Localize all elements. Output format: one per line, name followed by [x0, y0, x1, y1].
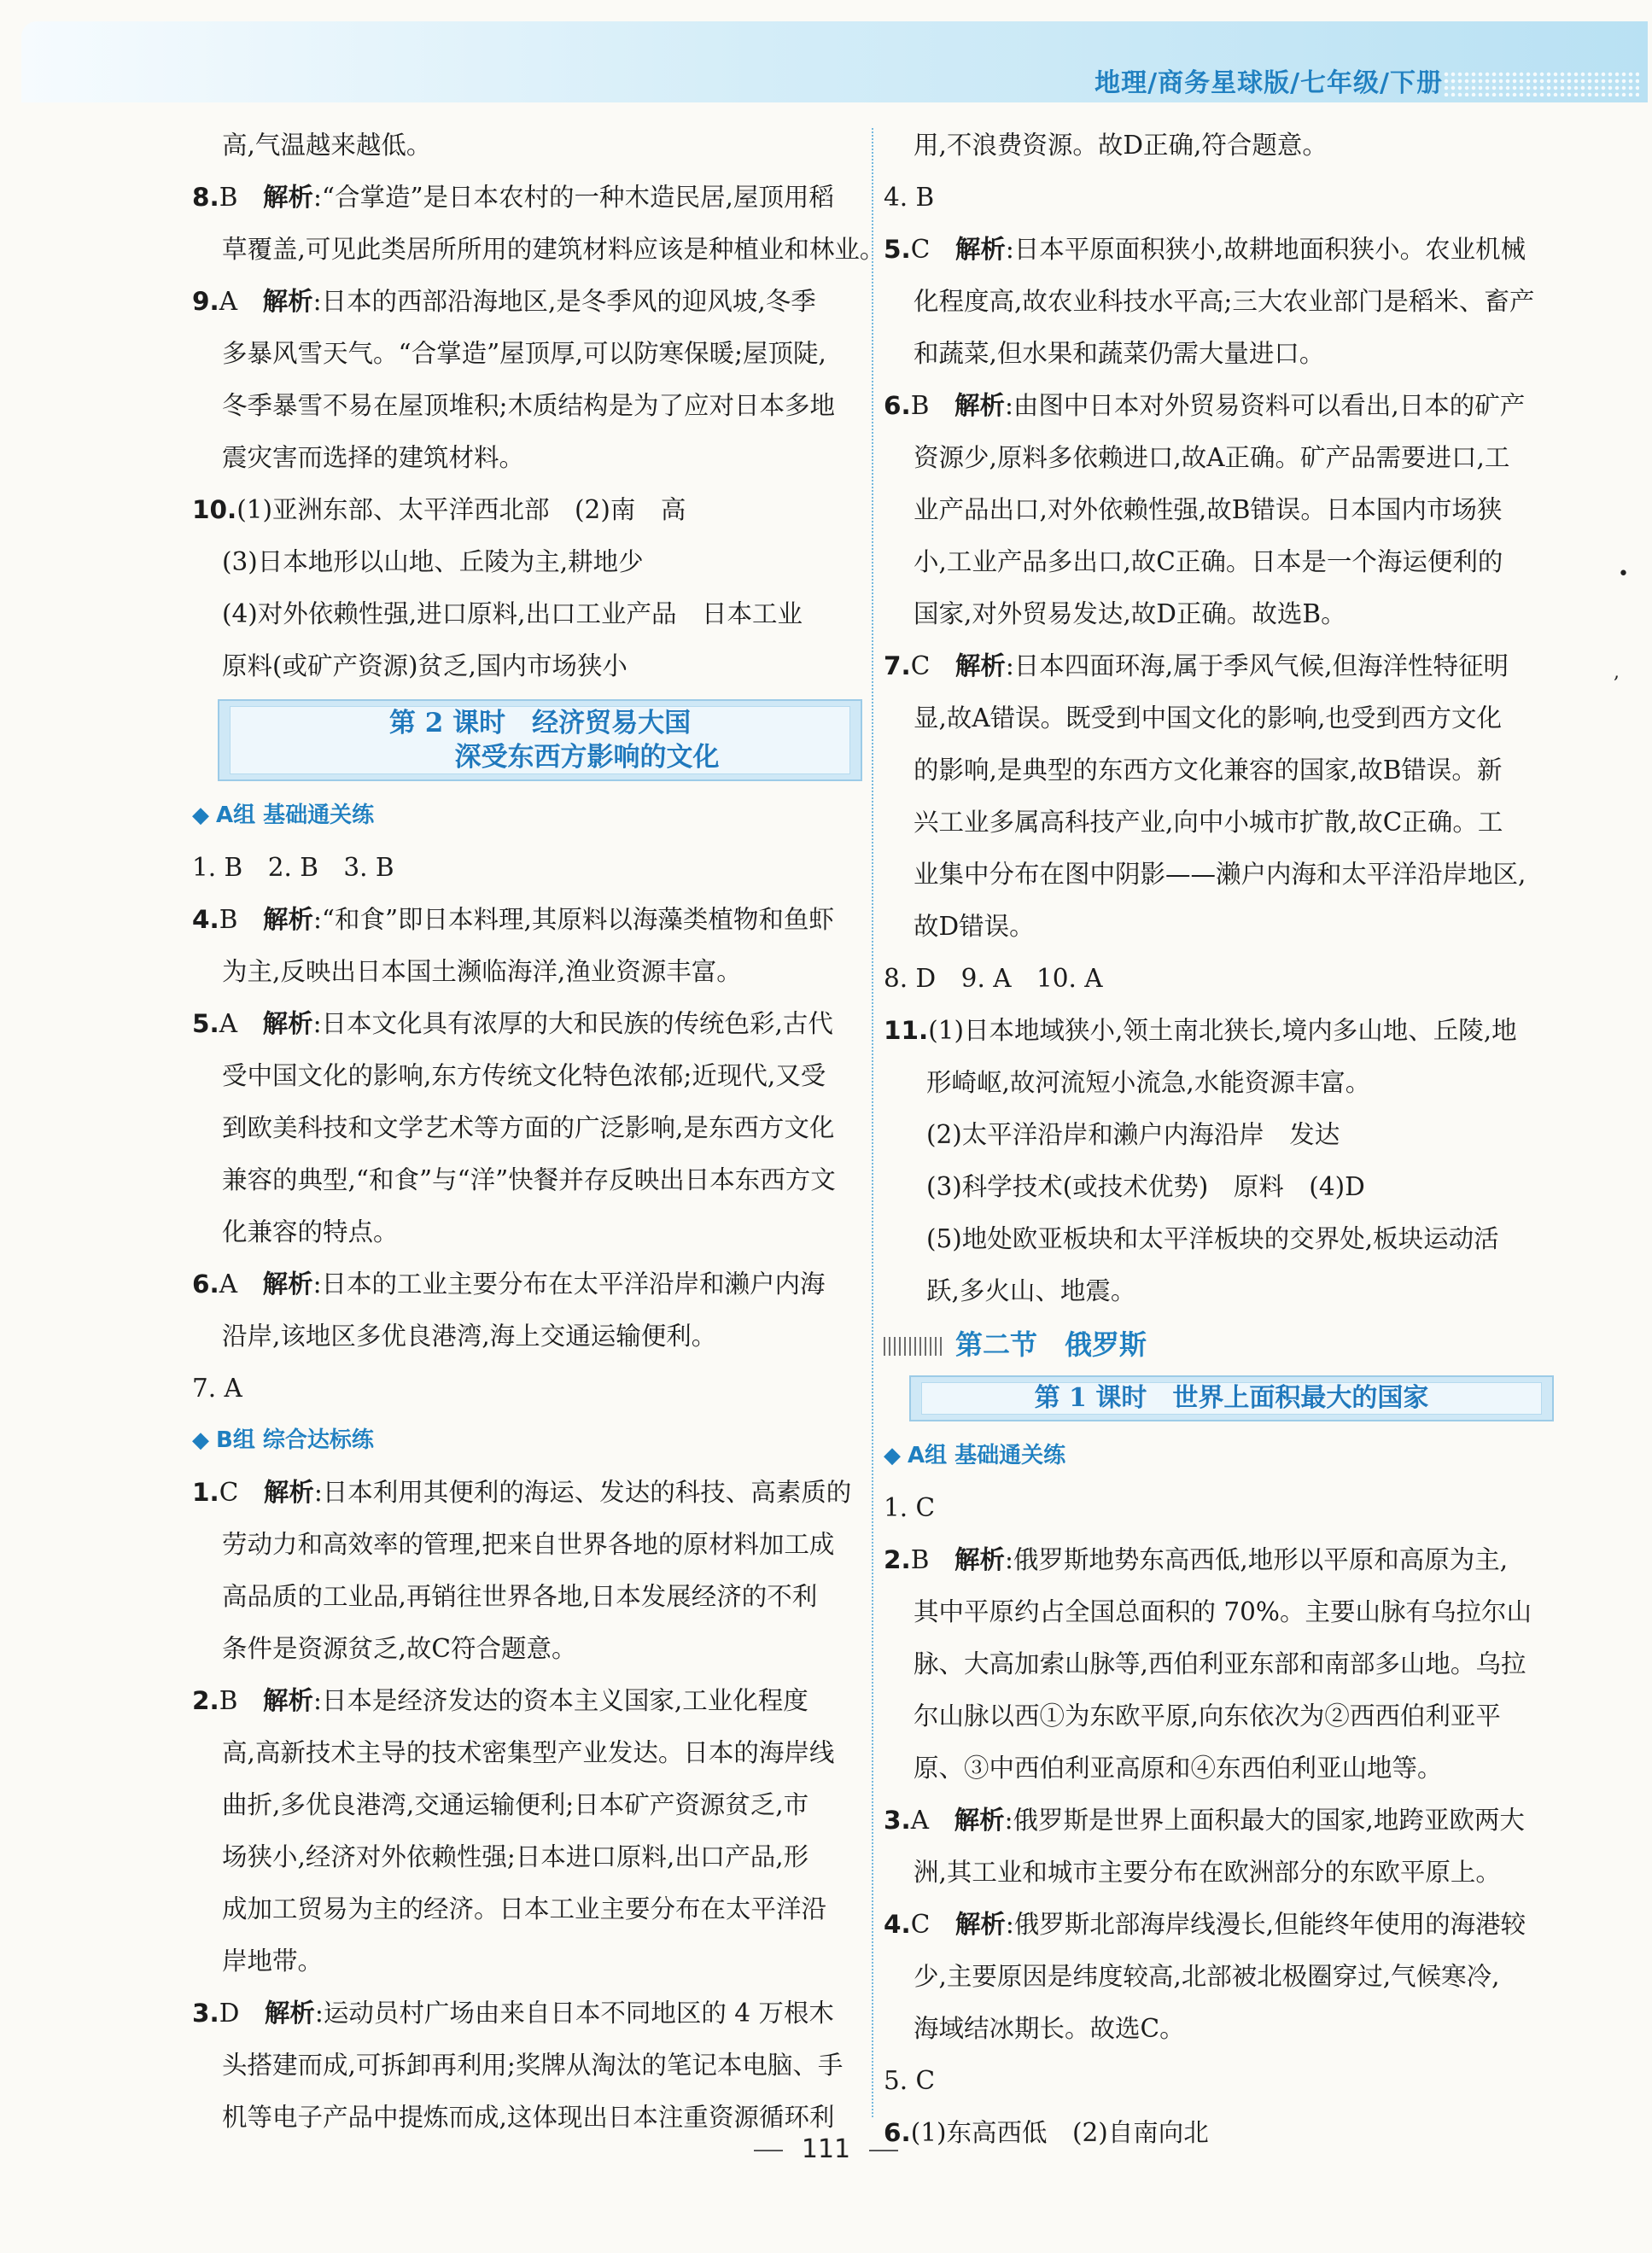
lesson-title-box [909, 1375, 1554, 1421]
text-line: 脉、大高加索山脉等,西伯利亚东部和南部多山地。乌拉 [914, 1649, 1526, 1678]
item-number: 10. [192, 495, 237, 524]
item-number: 6. [884, 391, 911, 420]
analysis-label: 解析 [954, 1545, 1005, 1574]
text-line: 原、③中西伯利亚高原和④东西伯利亚山地等。 [914, 1754, 1443, 1783]
text-line: 场狭小,经济对外依赖性强;日本进口原料,出口产品,形 [222, 1842, 809, 1871]
section-heading [884, 1317, 1554, 1372]
text-line: :运动员村广场由来自日本不同地区的 4 万根木 [314, 1999, 834, 2028]
analysis-label: 解析 [262, 1270, 313, 1299]
text-line: :日本利用其便利的海运、发达的科技、高素质的 [313, 1478, 852, 1507]
text-line: :“和食”即日本料理,其原料以海藻类植物和鱼虾 [312, 905, 834, 934]
group-a-label: A组 基础通关练 [216, 803, 375, 828]
answer-item-5 [192, 998, 862, 1050]
answer-item-10 [192, 484, 862, 536]
answer-item-9 [192, 276, 862, 328]
item-number: 11. [884, 1016, 929, 1045]
item-number: 6. [884, 2118, 911, 2147]
column-divider [872, 128, 873, 2117]
analysis-label: 解析 [954, 651, 1006, 680]
text-line: :日本四面环海,属于季风气候,但海洋性特征明 [1005, 651, 1509, 680]
text-line: (4)对外依赖性强,进口原料,出口工业产品 日本工业 [222, 599, 803, 628]
answer-choice: B [219, 183, 238, 212]
text-line: 资源少,原料多依赖进口,故A正确。矿产品需要进口,工 [914, 443, 1510, 472]
lesson-title-text [219, 701, 861, 774]
text-line: 头搭建而成,可拆卸再利用;奖牌从淘汰的笔记本电脑、手 [222, 2051, 844, 2080]
answer-choice: B [219, 1686, 238, 1715]
left-column [192, 120, 885, 2144]
answer-choice: B [910, 391, 930, 420]
item-number: 3. [192, 1999, 219, 2028]
text-line: 劳动力和高效率的管理,把来自世界各地的原材料加工成 [222, 1530, 835, 1559]
item-number: 3. [884, 1806, 911, 1835]
lesson-title-text: 第 1 课时 世界上面积最大的国家 [1034, 1383, 1429, 1413]
text-line: 少,主要原因是纬度较高,北部被北极圈穿过,气候寒冷, [914, 1962, 1500, 1991]
answer-item-7: 7. A [192, 1374, 242, 1403]
text-line: (3)科学技术(或技术优势) 原料 (4)D [926, 1172, 1365, 1201]
answer-item-5 [884, 224, 1554, 276]
text-line: :由图中日本对外贸易资料可以看出,日本的矿产 [1004, 391, 1526, 420]
right-column [884, 120, 1554, 2159]
answer-item-b3 [192, 1987, 862, 2040]
answer-item-5: 5. C [884, 2066, 936, 2095]
analysis-label: 解析 [262, 1686, 313, 1715]
text-line: 显,故A错误。既受到中国文化的影响,也受到西方文化 [914, 703, 1503, 733]
answer-item-1: 1. C [884, 1493, 936, 1522]
answer-choice: B [219, 905, 238, 934]
group-a-label: A组 基础通关练 [908, 1443, 1066, 1468]
text-line: 化程度高,故农业科技水平高;三大农业部门是稻米、畜产 [914, 287, 1535, 316]
answer-choice: A [219, 1270, 238, 1299]
answer-item-7 [884, 640, 1554, 692]
stray-mark: , [1614, 662, 1620, 683]
analysis-label: 解析 [954, 391, 1005, 420]
answer-item-11 [884, 1005, 1554, 1057]
answer-choice: A [910, 1806, 930, 1835]
text-line: 海域结冰期长。故选C。 [914, 2014, 1185, 2043]
text-line: (3)日本地形以山地、丘陵为主,耕地少 [222, 547, 644, 576]
analysis-label: 解析 [262, 287, 313, 316]
text-line: :日本文化具有浓厚的大和民族的传统色彩,古代 [312, 1009, 833, 1038]
group-a-heading [884, 1430, 1554, 1482]
diamond-icon: ◆ [192, 803, 209, 828]
answer-item-4 [884, 1899, 1554, 1951]
text-line: 跃,多火山、地震。 [926, 1276, 1136, 1305]
answer-choice: A [219, 1009, 238, 1038]
analysis-label: 解析 [954, 1806, 1005, 1835]
text-line: (1)亚洲东部、太平洋西北部 (2)南 高 [236, 495, 686, 524]
group-b-label: B组 综合达标练 [216, 1427, 374, 1453]
text-line: 小,工业产品多出口,故C正确。日本是一个海运便利的 [914, 547, 1503, 576]
text-line: 草覆盖,可见此类居所所用的建筑材料应该是种植业和林业。 [222, 235, 885, 264]
answer-item-6 [192, 1258, 862, 1310]
text-line: 为主,反映出日本国土濒临海洋,渔业资源丰富。 [222, 957, 742, 986]
answer-item-6 [884, 380, 1554, 432]
text-line: 业产品出口,对外依赖性强,故B错误。日本国内市场狭 [914, 495, 1503, 524]
text-line: (2)太平洋沿岸和濑户内海沿岸 发达 [926, 1120, 1340, 1149]
answer-item-4: 4. B [884, 183, 935, 212]
lesson-title-box [218, 699, 862, 781]
text-line: 尔山脉以西①为东欧平原,向东依次为②西西伯利亚平 [914, 1701, 1501, 1731]
answer-choice: D [219, 1999, 240, 2028]
item-number: 5. [884, 235, 911, 264]
text-line: 沿岸,该地区多优良港湾,海上交通运输便利。 [222, 1322, 717, 1351]
text-line: 条件是资源贫乏,故C符合题意。 [222, 1634, 577, 1663]
text-line: :俄罗斯地势东高西低,地形以平原和高原为主, [1004, 1545, 1509, 1574]
answer-item-2 [884, 1534, 1554, 1586]
text-line: :俄罗斯北部海岸线漫长,但能终年使用的海港较 [1005, 1910, 1526, 1939]
text-line: 高,高新技术主导的技术密集型产业发达。日本的海岸线 [222, 1738, 835, 1767]
text-line: 高,气温越来越低。 [222, 131, 432, 160]
answer-item-b2 [192, 1675, 862, 1727]
item-number: 6. [192, 1270, 219, 1299]
text-line: (1)日本地域狭小,领土南北狭长,境内多山地、丘陵,地 [928, 1016, 1517, 1045]
answer-choice: B [910, 1545, 930, 1574]
text-line: 故D错误。 [914, 912, 1035, 941]
answer-item-b1 [192, 1467, 862, 1519]
answer-item-4 [192, 894, 862, 946]
group-b-heading [192, 1415, 862, 1467]
text-line: 原料(或矿产资源)贫乏,国内市场狭小 [222, 651, 628, 680]
text-line: 岸地带。 [222, 1947, 324, 1976]
text-line: 兴工业多属高科技产业,向中小城市扩散,故C正确。工 [914, 808, 1503, 837]
text-line: 冬季暴雪不易在屋顶堆积;木质结构是为了应对日本多地 [222, 391, 835, 420]
text-line: 机等电子产品中提炼而成,这体现出日本注重资源循环利 [222, 2103, 835, 2132]
book-title: 地理/商务星球版/七年级/下册 [1095, 68, 1443, 98]
answer-choice: C [910, 1910, 931, 1939]
text-line: (5)地处欧亚板块和太平洋板块的交界处,板块运动活 [926, 1224, 1499, 1253]
lesson-title-line-1: 第 2 课时 经济贸易大国 [388, 708, 692, 738]
text-line: 兼容的典型,“和食”与“洋”快餐并存反映出日本东西方文 [222, 1165, 836, 1194]
answer-choice: C [219, 1478, 239, 1507]
answers-1-3: 1. B 2. B 3. B [192, 853, 394, 882]
text-line: :“合掌造”是日本农村的一种木造民居,屋顶用稻 [312, 183, 834, 212]
text-line: 洲,其工业和城市主要分布在欧洲部分的东欧平原上。 [914, 1858, 1501, 1887]
text-line: 曲折,多优良港湾,交通运输便利;日本矿产资源贫乏,市 [222, 1790, 809, 1819]
item-number: 4. [884, 1910, 911, 1939]
item-number: 5. [192, 1009, 219, 1038]
item-number: 8. [192, 183, 219, 212]
answer-item-8 [192, 172, 862, 224]
analysis-label: 解析 [954, 1910, 1006, 1939]
text-line: :日本的工业主要分布在太平洋沿岸和濑户内海 [312, 1270, 826, 1299]
section-bars-icon [884, 1337, 943, 1356]
text-line: 形崎岖,故河流短小流急,水能资源丰富。 [926, 1068, 1371, 1097]
text-line: 用,不浪费资源。故D正确,符合题意。 [914, 131, 1328, 160]
lesson-title-line-2: 深受东西方影响的文化 [454, 742, 720, 773]
analysis-label: 解析 [263, 1478, 314, 1507]
answer-choice: A [219, 287, 238, 316]
text-line: 的影响,是典型的东西方文化兼容的国家,故B错误。新 [914, 756, 1503, 785]
page-number [0, 2134, 1652, 2164]
answer-choice: C [910, 235, 931, 264]
page-dash-left [754, 2150, 783, 2151]
text-line: 业集中分布在图中阴影——濑户内海和太平洋沿岸地区, [914, 860, 1526, 889]
analysis-label: 解析 [262, 905, 313, 934]
item-number: 2. [884, 1545, 911, 1574]
item-number: 7. [884, 651, 911, 680]
text-line: :日本平原面积狭小,故耕地面积狭小。农业机械 [1005, 235, 1526, 264]
text-line: 震灾害而选择的建筑材料。 [222, 443, 525, 472]
page-dash-right [869, 2150, 898, 2151]
answers-8-10: 8. D 9. A 10. A [884, 964, 1103, 993]
section-title: 第二节 俄罗斯 [955, 1328, 1147, 1361]
text-line: 多暴风雪天气。“合掌造”屋顶厚,可以防寒保暖;屋顶陡, [222, 339, 826, 368]
analysis-label: 解析 [954, 235, 1006, 264]
text-line: 高品质的工业品,再销往世界各地,日本发展经济的不利 [222, 1582, 818, 1611]
item-number: 4. [192, 905, 219, 934]
group-a-heading [192, 790, 862, 842]
text-line: 其中平原约占全国总面积的 70%。主要山脉有乌拉尔山 [914, 1597, 1532, 1626]
item-number: 2. [192, 1686, 219, 1715]
page-number-value: 111 [801, 2134, 851, 2164]
diamond-icon: ◆ [884, 1443, 901, 1468]
diamond-icon: ◆ [192, 1427, 209, 1453]
item-number: 9. [192, 287, 219, 316]
text-line: 化兼容的特点。 [222, 1217, 399, 1246]
text-line: :日本是经济发达的资本主义国家,工业化程度 [312, 1686, 808, 1715]
text-line: 受中国文化的影响,东方传统文化特色浓郁;近现代,又受 [222, 1061, 826, 1090]
text-line: :日本的西部沿海地区,是冬季风的迎风坡,冬季 [312, 287, 816, 316]
text-line: 和蔬菜,但水果和蔬菜仍需大量进口。 [914, 339, 1325, 368]
item-number: 1. [192, 1478, 219, 1507]
stray-mark: • [1618, 563, 1629, 585]
analysis-label: 解析 [262, 1009, 313, 1038]
analysis-label: 解析 [264, 1999, 315, 2028]
answer-item-3 [884, 1795, 1554, 1847]
analysis-label: 解析 [262, 183, 313, 212]
text-line: 到欧美科技和文学艺术等方面的广泛影响,是东西方文化 [222, 1113, 835, 1142]
text-line: 国家,对外贸易发达,故D正确。故选B。 [914, 599, 1346, 628]
text-line: :俄罗斯是世界上面积最大的国家,地跨亚欧两大 [1004, 1806, 1525, 1835]
header-dot-pattern [1443, 71, 1639, 96]
text-line: (1)东高西低 (2)自南向北 [910, 2118, 1209, 2147]
answer-choice: C [910, 651, 931, 680]
text-line: 成加工贸易为主的经济。日本工业主要分布在太平洋沿 [222, 1894, 827, 1923]
